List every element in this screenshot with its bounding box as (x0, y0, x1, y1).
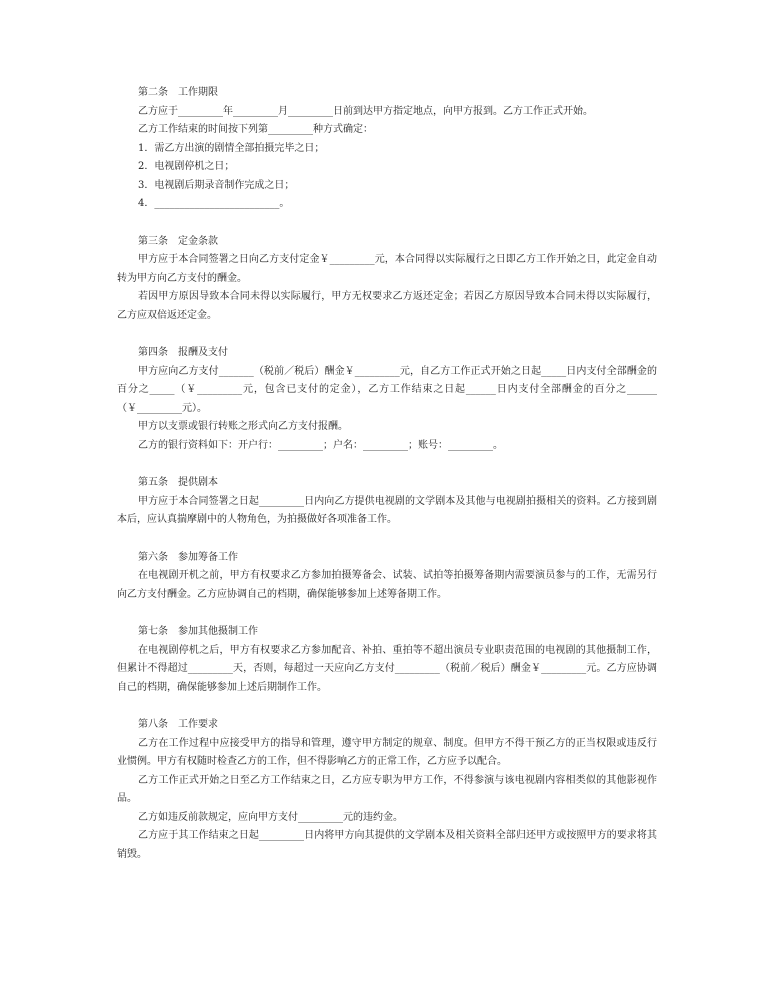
article-title: 第五条 提供剧本 (138, 477, 218, 488)
article-title: 第四条 报酬及支付 (138, 347, 228, 358)
list-item: 1．需乙方出演的剧情全部拍摄完毕之日； (138, 142, 325, 154)
article-title: 第六条 参加筹备工作 (138, 551, 238, 563)
paragraph: 甲方应于本合同签署之日向乙方支付定金￥_________元，本合同得以实际履行之日即乙方工作开始之日，此定金自动转为甲方向乙方支付的酬金。 (117, 254, 657, 284)
article-4 (117, 344, 657, 455)
paragraph: 若因甲方原因导致本合同未得以实际履行，甲方无权要求乙方返还定金；若因乙方原因导致本合同未得以实际履行，乙方应双倍返还定金。 (117, 291, 657, 321)
article-title: 第八条 工作要求 (138, 719, 218, 730)
paragraph: 甲方应于本合同签署之日起_________日内向乙方提供电视剧的文学剧本及其他与电视剧拍摄相关的资料。乙方接到剧本后，应认真揣摩剧中的人物角色，为拍摄做好各项准备工作。 (117, 495, 657, 525)
article-3 (117, 233, 657, 326)
paragraph: 乙方工作结束的时间按下列第_________种方式确定： (138, 124, 373, 135)
list-item: 2．电视剧停机之日； (138, 161, 235, 172)
list-item: 4．_________________________。 (138, 198, 290, 209)
article-2 (117, 84, 657, 214)
paragraph: 乙方应于_________年_________月_________日前到达甲方指定地点，向甲方报到。乙方工作正式开始。 (138, 105, 593, 117)
paragraph: 在电视剧停机之后，甲方有权要求乙方参加配音、补拍、重拍等不超出演员专业职责范围的电视剧的其他摄制工作，但累计不得超过_________天，否则，每超过一天应向乙方支付_________（税前／税后）酬金￥_________元。乙方应协调自己的档期，确保能够参加上述后期制作工作。 (117, 644, 657, 693)
paragraph: 乙方的银行资料如下：开户行：_________；户名：_________；账号：_________。 (138, 439, 503, 451)
article-6 (117, 549, 657, 605)
paragraph: 乙方应于其工作结束之日起_________日内将甲方向其提供的文学剧本及相关资料全部归还甲方或按照甲方的要求将其销毁。 (117, 830, 657, 860)
article-title: 第七条 参加其他摄制工作 (138, 626, 258, 637)
paragraph: 甲方应向乙方支付_______（税前／税后）酬金￥_________元，自乙方工作正式开始之日起_____日内支付全部酬金的百分之_____（￥_________元，包含已支付的定金），乙方工作结束之日起______日内支付全部酬金的百分之______（￥_________元）。 (117, 365, 657, 414)
list-item: 3．电视剧后期录音制作完成之日； (138, 179, 295, 191)
article-title: 第二条 工作期限 (138, 87, 218, 98)
paragraph: 甲方以支票或银行转账之形式向乙方支付报酬。 (138, 421, 348, 432)
article-title: 第三条 定金条款 (138, 235, 218, 247)
paragraph: 乙方在工作过程中应接受甲方的指导和管理，遵守甲方制定的规章、制度。但甲方不得干预乙方的正当权限或违反行业惯例。甲方有权随时检查乙方的工作，但不得影响乙方的正常工作，乙方应予以配合。 (117, 737, 657, 767)
paragraph: 乙方如违反前款规定，应向甲方支付_________元的违约金。 (138, 811, 403, 823)
contract-document (117, 84, 657, 883)
article-8 (117, 716, 657, 864)
paragraph: 乙方工作正式开始之日至乙方工作结束之日，乙方应专职为甲方工作，不得参演与该电视剧内容相类似的其他影视作品。 (117, 774, 657, 804)
article-5 (117, 474, 657, 530)
paragraph: 在电视剧开机之前，甲方有权要求乙方参加拍摄筹备会、试装、试拍等拍摄筹备期内需要演员参与的工作，无需另行向乙方支付酬金。乙方应协调自己的档期，确保能够参加上述筹备期工作。 (117, 570, 657, 600)
article-7 (117, 623, 657, 697)
